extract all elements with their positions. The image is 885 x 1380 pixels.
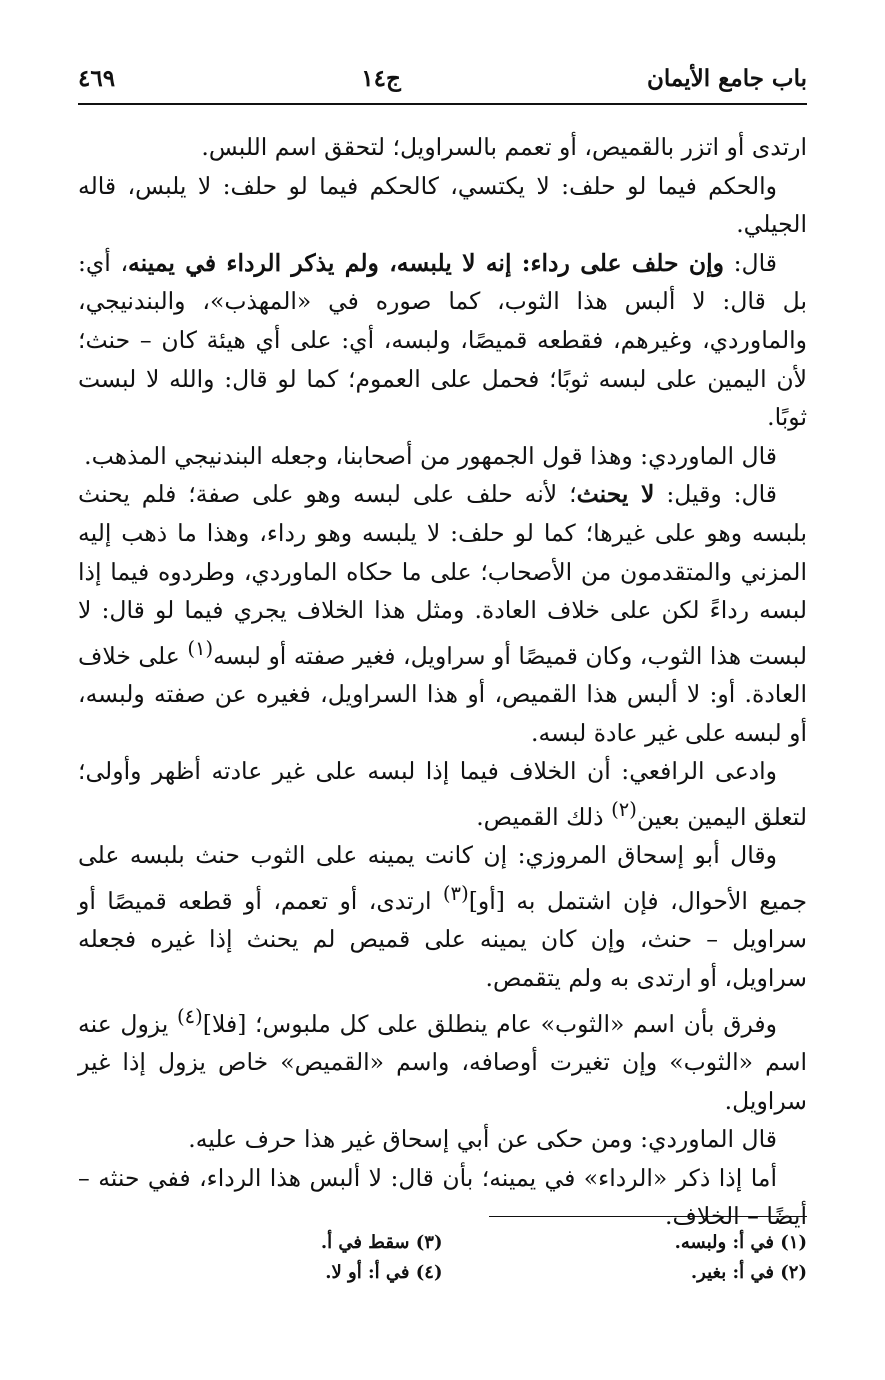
paragraph-text: وقال أبو إسحاق المروزي: إن كانت يمينه على الثوب حنث بلبسه على جميع الأحوال، فإن اشتمل به [أو] [78,841,808,915]
paragraph-text: ارتدى، أو تعمم، أو قطعه قميصًا أو سراويل – حنث، وإن كان يمينه على قميص لم يحنث إذا غيره فجعله سراويل، أو ارتدى به ولم يتقمص. [78,886,807,992]
footnote-ref: (٢) [611,797,637,821]
footnote: (٤) في أ: أو لا. [325,1262,443,1283]
header-rule [78,103,807,105]
footnote-column [443,1228,808,1288]
paragraph-lead: قال: وقيل: [654,480,778,509]
footnote: (٣) سقط في أ. [320,1232,443,1253]
footnote-ref: (٣) [442,881,469,905]
paragraph [78,752,807,836]
matn-bold-text: لا يحنث [576,480,655,509]
paragraph-text: وادعى الرافعي: أن الخلاف فيما إذا لبسه على غير عادته أظهر وأولى؛ لتعلق اليمين بعين [78,757,807,831]
footnote: (١) في أ: ولبسه. [674,1232,807,1253]
paragraph: ارتدى أو اتزر بالقميص، أو تعمم بالسراويل؛ لتحقق اسم اللبس. [201,133,807,161]
main-text [78,128,807,1236]
paragraph-text: وفرق بأن اسم «الثوب» عام ينطلق على كل ملبوس؛ [فلا] [202,1009,777,1038]
page-number: ٤٦٩ [78,64,116,92]
paragraph [78,475,807,752]
paragraph-text: ؛ لأنه حلف على لبسه وهو على صفة؛ فلم يحنث بلبسه وهو على غيرها؛ كما لو حلف: لا يلبسه وهو رداء، وهذا ما ذهب إليه المزني والمتقدمون من الأصحاب؛ على ما حكاه الماوردي، وطردوه فيما إذا لبسه رداءً لكن على خلاف العادة. ومثل هذا الخلاف يجري فيما لو قال: لا لبست هذا الثوب، وكان قميصًا أو سراويل، فغير صفته أو لبسه [78,480,807,670]
running-header [78,58,807,98]
paragraph: والحكم فيما لو حلف: لا يكتسي، كالحكم فيما لو حلف: لا يلبس، قاله الجيلي. [78,171,807,239]
chapter-title: باب جامع الأيمان [647,64,807,92]
footnote-ref: (١) [187,636,214,660]
footnote-column [78,1228,443,1288]
paragraph-text: على خلاف العادة. أو: لا ألبس هذا القميص، أو هذا السراويل، فغيره عن صفته ولبسه، أو لبسه على غير عادة لبسه. [78,641,807,747]
footnote-rule [489,1216,807,1217]
footnotes [78,1228,807,1288]
paragraph [78,244,807,437]
volume-number: ج١٤ [361,64,401,92]
paragraph: قال الماوردي: وهذا قول الجمهور من أصحابنا، وجعله البندنيجي المذهب. [84,441,777,470]
paragraph [78,836,807,997]
paragraph: قال الماوردي: ومن حكى عن أبي إسحاق غير هذا حرف عليه. [188,1125,777,1154]
paragraph-text: ، أي: بل قال: لا ألبس هذا الثوب، كما صوره في «المهذب»، والبندنيجي، والماوردي، وغيرهم، فقطعه قميصًا، ولبسه، أي: على أي هيئة كان – حنث؛ لأن اليمين على لبسه ثوبًا؛ فحمل على العموم؛ كما لو قال: والله لا لبست ثوبًا. [78,248,807,432]
matn-bold-text: وإن حلف على رداء: إنه لا يلبسه، ولم يذكر الرداء في يمينه [128,248,724,277]
footnote: (٢) في أ: بغير. [690,1262,807,1283]
paragraph-text: ذلك القميص. [476,802,612,831]
paragraph: أما إذا ذكر «الرداء» في يمينه؛ بأن قال: لا ألبس هذا الرداء، ففي حنثه – أيضًا – الخلاف. [78,1163,807,1231]
paragraph-text: يزول عنه اسم «الثوب» وإن تغيرت أوصافه، واسم «القميص» خاص يزول إذا غير سراويل. [78,1009,807,1115]
footnote-ref: (٤) [177,1004,203,1028]
paragraph [78,998,807,1121]
paragraph-lead: قال: [723,248,777,277]
